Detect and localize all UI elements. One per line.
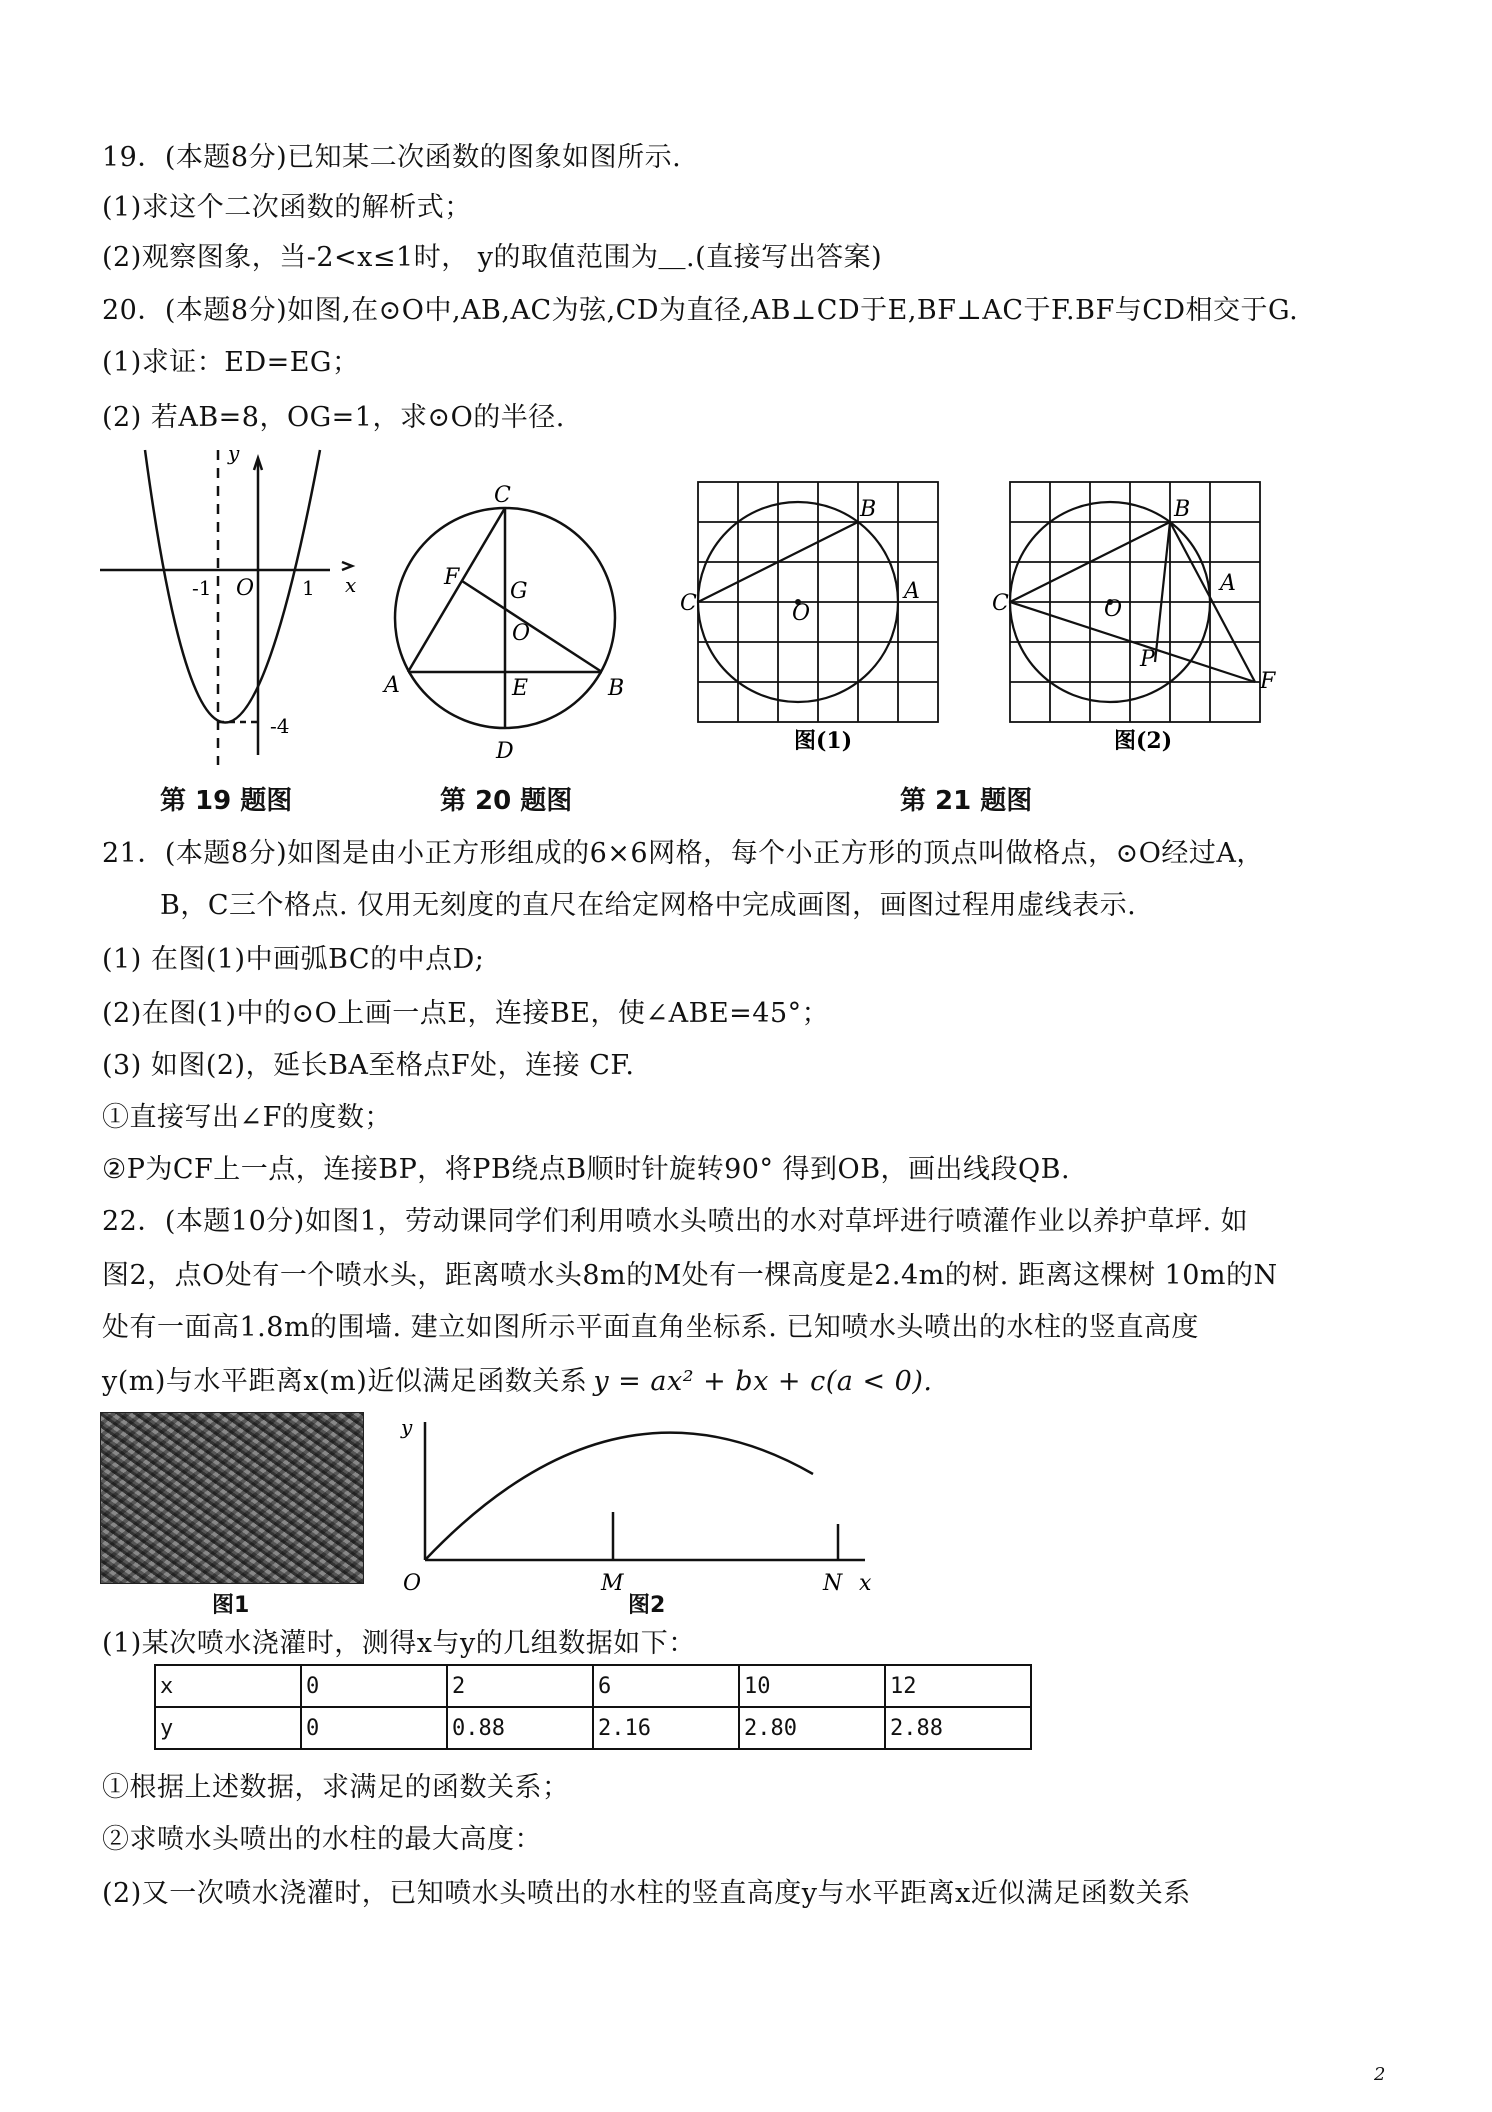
fig21-2-sub-caption: 图(2)	[1114, 728, 1173, 754]
fig21-1-label-o: O	[792, 601, 811, 626]
fig22-caption-1: 图1	[212, 1593, 250, 1618]
q21-line-2: B，C三个格点. 仅用无刻度的直尺在给定网格中完成画图，画图过程用虚线表示.	[160, 890, 1137, 921]
table-cell: 10	[739, 1665, 885, 1707]
fig21-2-grid	[1010, 482, 1260, 722]
q20-line-3: (2) 若AB=8，OG=1，求⊙O的半径.	[102, 402, 565, 433]
fig20-label-o: O	[512, 621, 531, 646]
q22-line-1: 22．(本题10分)如图1，劳动课同学们利用喷水头喷出的水对草坪进行喷灌作业以养护草坪. 如	[102, 1206, 1249, 1237]
fig20-label-c: C	[494, 483, 511, 508]
fig21-1-label-b: B	[860, 497, 877, 522]
table-cell: x	[155, 1665, 301, 1707]
table-cell: 6	[593, 1665, 739, 1707]
fig21-2-segment-bp	[1155, 522, 1170, 662]
q22-line-2: 图2，点O处有一个喷水头，距离喷水头8m的M处有一棵高度是2.4m的树. 距离这棵树 10m的N	[102, 1260, 1278, 1291]
fig22-n-label: N	[823, 1571, 843, 1596]
table-cell: 2	[447, 1665, 593, 1707]
table-cell: 12	[885, 1665, 1031, 1707]
fig19-x-label: x	[345, 573, 357, 597]
q21-line-6: ①直接写出∠F的度数；	[102, 1102, 392, 1133]
fig21-caption: 第 21 题图	[900, 786, 1033, 816]
table-row-y	[155, 1707, 1031, 1749]
q22-formula: y = ax² + bx + c(a < 0).	[593, 1366, 933, 1397]
q21-line-3: (1) 在图(1)中画弧BC的中点D;	[102, 944, 485, 975]
q22-line-8: (2)又一次喷水浇灌时，已知喷水头喷出的水柱的竖直高度y与水平距离x近似满足函数关系	[102, 1878, 1191, 1909]
fig21-2-label-b: B	[1174, 497, 1191, 522]
fig19-neg4-label: -4	[270, 714, 290, 738]
fig21-2-label-p: P	[1140, 647, 1155, 672]
fig19-y-label: y	[228, 441, 240, 465]
fig21-2-label-o: O	[1104, 597, 1123, 622]
fig21-2-label-f: F	[1260, 669, 1276, 694]
fig19-origin-label: O	[236, 576, 255, 601]
q19-line-2: (1)求这个二次函数的解析式；	[102, 192, 472, 223]
fig20-label-f: F	[444, 565, 460, 590]
page-number: 2	[1374, 2064, 1386, 2085]
fig21-1-sub-caption: 图(1)	[794, 728, 853, 754]
q20-line-2: (1)求证：ED=EG；	[102, 347, 360, 378]
fig19-curve	[145, 450, 320, 723]
fig20-label-g: G	[510, 579, 528, 604]
q19-line-1: 19．(本题8分)已知某二次函数的图象如图所示.	[102, 142, 682, 173]
q21-line-4: (2)在图(1)中的⊙O上画一点E，连接BE，使∠ABE=45°；	[102, 998, 830, 1029]
fig20-label-e: E	[512, 676, 529, 701]
table-row-x	[155, 1665, 1031, 1707]
q22-line-5: (1)某次喷水浇灌时，测得x与y的几组数据如下：	[102, 1628, 696, 1659]
table-cell: 0	[301, 1665, 447, 1707]
q22-line-7: ②求喷水头喷出的水柱的最大高度：	[102, 1824, 542, 1855]
fig20-label-d: D	[496, 739, 514, 764]
q20-line-1: 20．(本题8分)如图,在⊙O中,AB,AC为弦,CD为直径,AB⊥CD于E,BF⊥AC于F.BF与CD相交于G.	[102, 295, 1299, 326]
fig21-2-label-a: A	[1220, 571, 1236, 596]
q21-line-5: (3) 如图(2)，延长BA至格点F处，连接 CF.	[102, 1050, 635, 1081]
fig20-circle-figure	[395, 508, 615, 728]
fig20-chord-ac	[408, 508, 505, 672]
fig21-1-label-c: C	[680, 591, 697, 616]
table-cell: 0	[301, 1707, 447, 1749]
q19-line-3: (2)观察图象，当-2<x≤1时， y的取值范围为＿.(直接写出答案)	[102, 242, 883, 273]
fig20-caption: 第 20 题图	[440, 786, 573, 816]
fig21-1-label-a: A	[904, 579, 920, 604]
q21-line-1: 21．(本题8分)如图是由小正方形组成的6×6网格，每个小正方形的顶点叫做格点，⊙O经过A，	[102, 838, 1264, 869]
q22-line-4	[102, 1364, 932, 1400]
fig22-x-label: x	[859, 1571, 872, 1596]
fig20-label-a: A	[384, 673, 400, 698]
fig19-x-arrow	[342, 562, 352, 570]
fig21-2-label-c: C	[992, 591, 1009, 616]
q22-line-3: 处有一面高1.8m的围墙. 建立如图所示平面直角坐标系. 已知喷水头喷出的水柱的竖直高度	[102, 1312, 1199, 1343]
fig22-trajectory-figure	[395, 1410, 895, 1610]
table-cell: 2.16	[593, 1707, 739, 1749]
fig20-label-b: B	[608, 676, 625, 701]
fig19-caption: 第 19 题图	[160, 786, 293, 816]
fig20-segment-bf	[462, 581, 602, 672]
table-cell: 2.80	[739, 1707, 885, 1749]
fig22-m-label: M	[601, 1571, 624, 1596]
q22-data-table	[154, 1664, 1032, 1750]
fig19-neg1-label: -1	[192, 576, 212, 600]
table-cell: 2.88	[885, 1707, 1031, 1749]
q22-line-6: ①根据上述数据，求满足的函数关系；	[102, 1772, 570, 1803]
fig19-one-label: 1	[302, 576, 315, 600]
table-cell: y	[155, 1707, 301, 1749]
fig22-water-arc	[425, 1433, 813, 1560]
q22-line-4-text: y(m)与水平距离x(m)近似满足函数关系	[102, 1366, 588, 1397]
fig22-origin-label: O	[403, 1571, 422, 1596]
table-cell: 0.88	[447, 1707, 593, 1749]
fig21-1-grid	[698, 482, 938, 722]
fig19-parabola	[100, 450, 352, 765]
figures-row	[0, 440, 1492, 780]
fig22-caption-2: 图2	[628, 1593, 666, 1618]
q21-line-7: ②P为CF上一点，连接BP，将PB绕点B顺时针旋转90° 得到OB，画出线段QB.	[102, 1154, 1071, 1185]
fig22-lawn-photo	[100, 1412, 364, 1584]
fig22-y-label: y	[401, 1415, 413, 1439]
